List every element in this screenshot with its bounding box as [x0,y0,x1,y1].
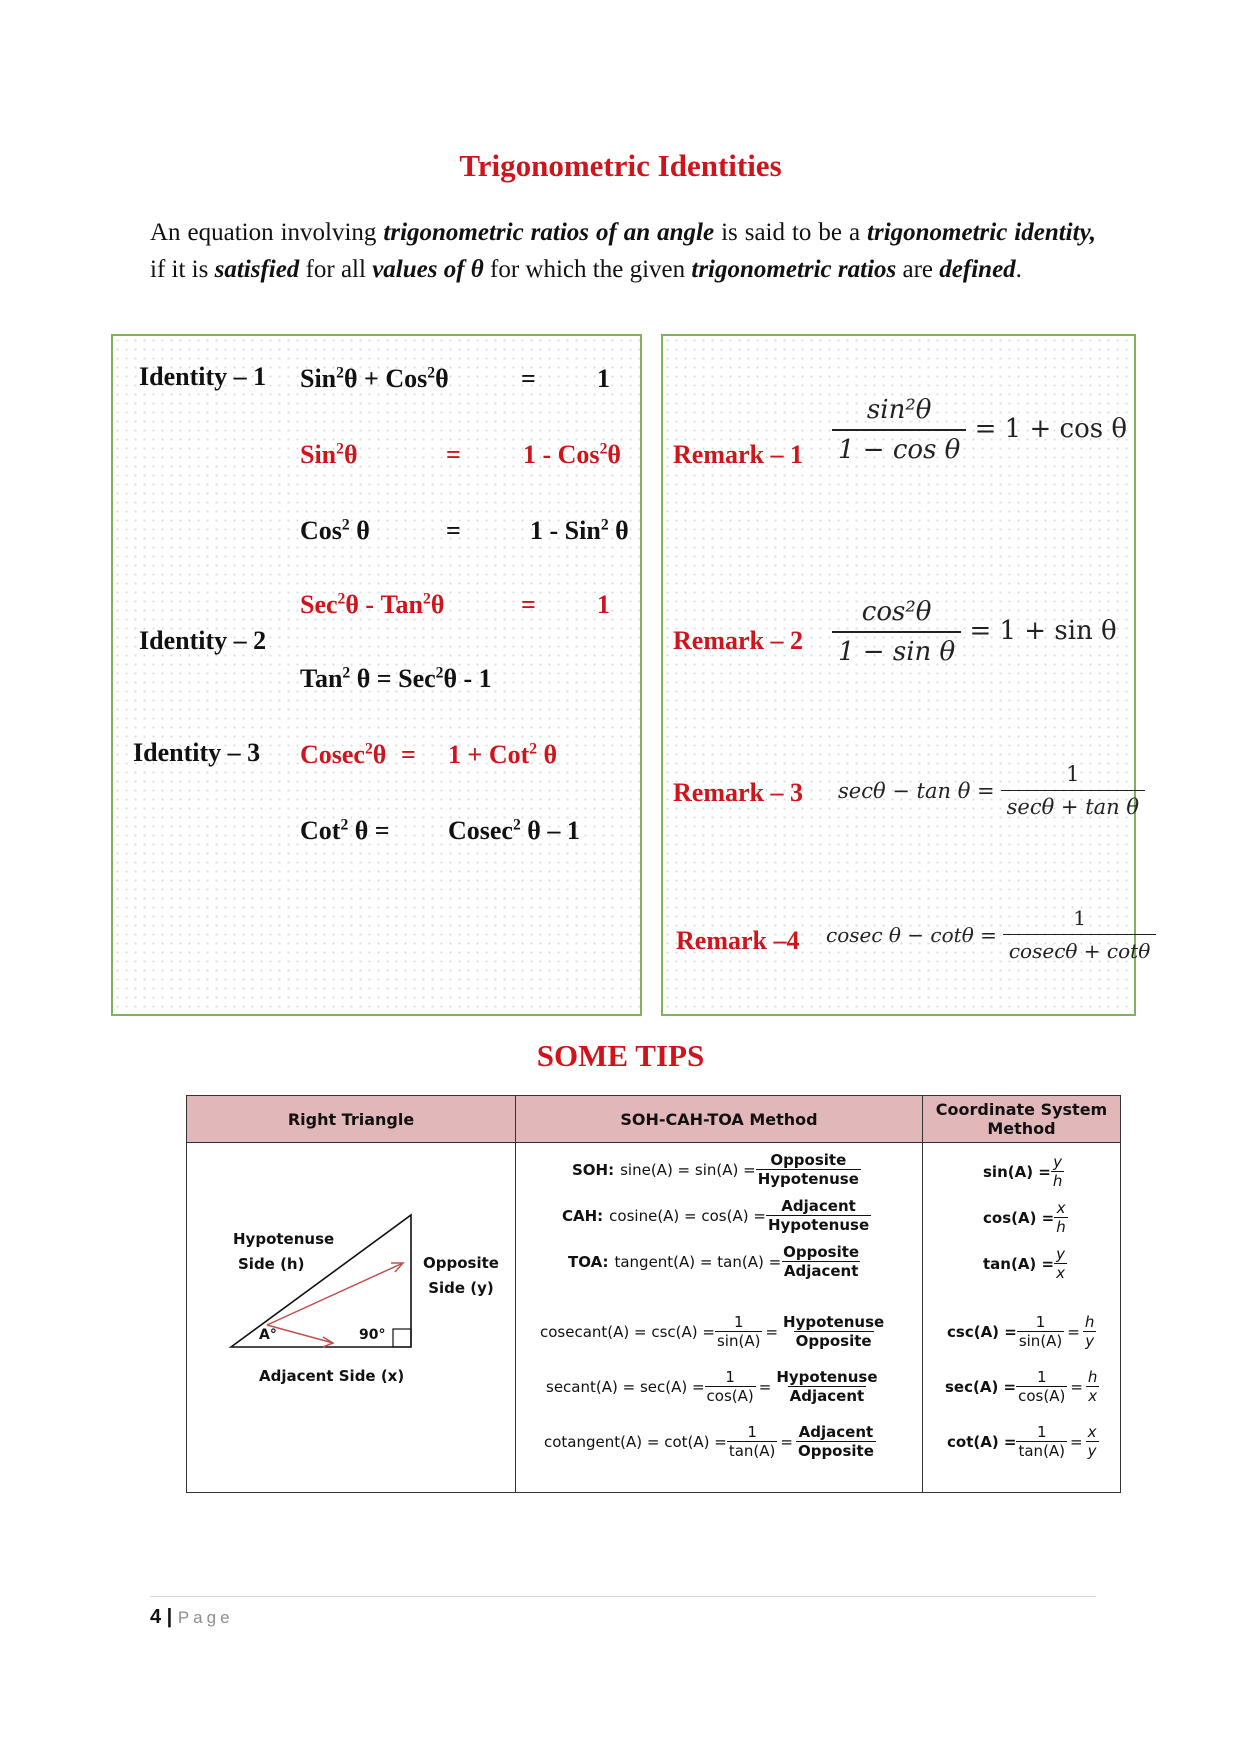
minus-text: - [358,590,381,619]
sec-text: Sec [300,590,338,619]
fraction-denominator: y [1087,1442,1097,1460]
coord-cos-lhs: cos(A) = [983,1208,1055,1227]
toa-lhs: tangent(A) = tan(A) = [614,1252,782,1271]
csc-lhs: cosecant(A) = csc(A) = [540,1322,715,1341]
fraction-denominator: Adjacent [783,1262,859,1280]
hypotenuse-line1: Hypotenuse [233,1230,335,1248]
coord-cos-fraction [1054,1199,1068,1236]
equals-sign: = [1067,1322,1080,1341]
coord-cot [947,1423,1099,1460]
intro-emph: defined [939,256,1016,283]
fraction-numerator: x [1087,1423,1097,1441]
fraction-numerator: cos²θ [861,597,932,627]
squared: 2 [423,590,431,608]
remark-1-fraction [832,395,966,465]
remark-4-lhs: cosec θ − cotθ = [826,922,997,947]
coord-sin [983,1153,1064,1190]
intro-text: if it is [150,256,215,283]
fraction-denominator: x [1056,1264,1065,1282]
fraction-denominator: secθ + tan θ [1001,790,1145,819]
fraction-denominator: tan(A) [1018,1442,1066,1460]
fraction-numerator: Hypotenuse [776,1368,878,1386]
squared: 2 [342,664,351,682]
equals-sign: = [446,440,461,469]
coord-sec [945,1368,1099,1405]
equals-sign: = [1070,1432,1083,1451]
tan-squared-formula [300,664,492,694]
fraction-numerator: 1 [1035,1313,1046,1331]
soh-fraction [756,1151,861,1188]
remark-1-formula [832,395,1127,465]
csc-fraction-2 [781,1313,886,1350]
theta-text: θ [345,590,359,619]
intro-text: An equation involving [150,219,384,246]
identity-3-formula [300,740,386,770]
plus-text: + [357,364,386,393]
sin-text: Sin [300,440,337,469]
fraction-numerator: 1 [1066,762,1080,786]
toa-formula [568,1243,861,1280]
intro-text: for which the given [483,256,692,283]
squared: 2 [435,664,444,682]
header-coordinate-line1: Coordinate System [935,1100,1108,1119]
fraction-denominator: sin(A) [716,1332,761,1350]
table-header-row [187,1096,1121,1143]
coord-sec-fraction-2 [1086,1368,1100,1405]
fraction-numerator: 1 [1036,1368,1047,1386]
remark-3-formula [838,762,1145,819]
equals-sign: = [758,1377,772,1396]
coord-sin-fraction [1051,1153,1065,1190]
equals-sign: = [446,516,461,545]
cosec-text: Cosec [300,740,365,769]
fraction-denominator: Hypotenuse [757,1170,859,1188]
remark-3-label: Remark – 3 [673,778,803,807]
fraction-numerator: 1 [1036,1423,1047,1441]
opposite-line2: Side (y) [428,1279,494,1297]
squared: 2 [337,590,346,608]
cosec-text: Cosec [448,816,513,845]
coord-csc-lhs: csc(A) = [947,1322,1017,1341]
equals-sign: = [1070,1377,1083,1396]
hypotenuse-label [233,1227,334,1277]
fraction-denominator: y [1085,1332,1095,1350]
soh-lhs: sine(A) = sin(A) = [620,1160,756,1179]
cah-lhs: cosine(A) = cos(A) = [609,1206,766,1225]
soh-label: SOH: [572,1160,615,1179]
fraction-denominator: h [1056,1218,1066,1236]
cot-squared-rhs [448,816,580,846]
fraction-denominator: cosecθ + cotθ [1003,934,1156,963]
coord-csc-fraction-1 [1017,1313,1064,1350]
fraction-denominator: Adjacent [789,1387,865,1405]
cos-squared-lhs [300,516,370,546]
intro-emph: trigonometric identity, [867,219,1096,246]
cos-text: Cos [385,364,428,393]
theta-text: θ [372,740,387,769]
cot-lhs: cotangent(A) = cot(A) = [544,1432,727,1451]
page-number: 4 [150,1606,162,1628]
remark-4-fraction [1003,906,1156,963]
fraction-numerator: h [1084,1313,1095,1331]
fraction-denominator: sin(A) [1018,1332,1063,1350]
fraction-numerator: sin²θ [866,395,932,425]
remark-2-rhs: = 1 + sin θ [969,616,1117,646]
equals-sign: = [780,1432,793,1451]
squared: 2 [599,440,608,458]
cot-fraction-1 [727,1423,778,1460]
fraction-numerator: Adjacent [798,1423,874,1441]
coord-csc-fraction-2 [1083,1313,1097,1350]
cah-fraction [766,1197,871,1234]
sin-text: Sin [300,364,337,393]
coord-cot-lhs: cot(A) = [947,1432,1017,1451]
right-triangle-cell [187,1143,516,1493]
theta-text: θ [435,364,449,393]
squared: 2 [600,516,609,534]
fraction-numerator: h [1087,1368,1098,1386]
header-right-triangle: Right Triangle [187,1096,516,1143]
coord-sin-lhs: sin(A) = [983,1162,1051,1181]
theta-text: θ [543,740,558,769]
intro-emph: satisfied [214,256,300,283]
coord-sec-fraction-1 [1016,1368,1067,1405]
adjacent-label: Adjacent Side (x) [259,1367,405,1385]
fraction-numerator: Opposite [770,1151,847,1169]
fraction-denominator: cos(A) [1018,1387,1066,1405]
remark-1-label: Remark – 1 [673,440,803,469]
sec-fraction-2 [774,1368,879,1405]
fraction-denominator: cos(A) [706,1387,754,1405]
cot-formula [544,1423,876,1460]
coord-cot-fraction-1 [1016,1423,1067,1460]
opposite-line1: Opposite [423,1254,499,1272]
cos-squared-rhs [530,516,629,546]
trig-tips-table [186,1095,1121,1493]
intro-emph: values of θ [372,256,484,283]
coord-tan [983,1245,1067,1282]
intro-text: is said to be a [714,219,868,246]
fraction-denominator: x [1088,1387,1098,1405]
squared: 2 [529,740,538,758]
header-coordinate [923,1096,1121,1143]
remark-1-rhs: = 1 + cos θ [974,414,1127,444]
identity-2-rhs: 1 [597,590,610,619]
sec-fraction-1 [705,1368,756,1405]
page-word: Page [177,1608,234,1627]
identity-2-formula [300,590,444,620]
theta-text: θ [607,440,621,469]
cos-text: Cos [300,516,342,545]
fraction-denominator: Opposite [797,1442,874,1460]
coord-cos [983,1199,1068,1236]
equals-sign: = [401,740,416,769]
coordinate-cell [923,1143,1121,1493]
cot-squared-lhs [300,816,390,846]
remark-4-formula [826,906,1156,963]
fraction-numerator: 1 [733,1313,744,1331]
coord-sec-lhs: sec(A) = [945,1377,1017,1396]
table-body-row [187,1143,1121,1493]
intro-text: for all [299,256,373,283]
header-soh-cah-toa: SOH-CAH-TOA Method [516,1096,923,1143]
fraction-numerator: Opposite [783,1243,860,1261]
remark-4-label: Remark –4 [676,926,800,955]
one-minus-sin: 1 - Sin [530,516,601,545]
fraction-numerator: Adjacent [781,1197,856,1215]
page-footer [150,1606,234,1629]
header-coordinate-line2: Method [987,1119,1056,1138]
one-plus-cot: 1 + Cot [448,740,530,769]
cot-eq: θ = [348,816,390,845]
identity-3-label: Identity – 3 [133,738,261,767]
remark-2-formula [832,597,1117,667]
sin-squared-lhs [300,440,358,470]
fraction-numerator: 1 [725,1368,735,1386]
fraction-numerator: y [1056,1245,1065,1263]
fraction-denominator: 1 − cos θ [832,429,966,465]
remark-3-fraction [1001,762,1145,819]
squared: 2 [512,816,521,834]
csc-fraction-1 [715,1313,762,1350]
tan-text: Tan [380,590,424,619]
one-minus-cos: 1 - Cos [523,440,600,469]
coord-tan-fraction [1054,1245,1067,1282]
sin-squared-rhs [523,440,621,470]
fraction-denominator: Opposite [795,1332,872,1350]
tips-title: SOME TIPS [536,1038,705,1073]
intro-text: are [896,256,940,283]
squared: 2 [336,440,344,458]
intro-paragraph [150,214,1096,288]
toa-label: TOA: [568,1252,609,1271]
squared: 2 [341,516,350,534]
theta-text: θ [615,516,629,545]
theta-text: θ [343,364,358,393]
sec-lhs: secant(A) = sec(A) = [546,1377,705,1396]
remark-3-lhs: secθ − tan θ = [838,778,995,803]
fraction-denominator: Hypotenuse [767,1216,870,1234]
fraction-numerator: 1 [747,1423,757,1441]
toa-fraction [781,1243,861,1280]
fraction-numerator: x [1056,1199,1066,1217]
footer-divider [150,1596,1096,1597]
remark-2-fraction [832,597,961,667]
identity-1-rhs: 1 [597,364,610,393]
tan-eq-sec: θ = Sec [350,664,436,693]
opposite-label [423,1251,499,1301]
right-triangle-diagram [187,1143,511,1492]
fraction-denominator: tan(A) [728,1442,776,1460]
fraction-numerator: y [1053,1153,1063,1171]
csc-formula [540,1313,886,1350]
theta-text: θ [343,440,358,469]
soh-cah-toa-cell [516,1143,923,1493]
equals-sign: = [765,1322,779,1341]
cosec-minus-one: θ – 1 [520,816,580,845]
theta-text: θ [356,516,370,545]
footer-separator: | [161,1606,178,1628]
tail-text: θ - 1 [443,664,492,693]
equals-sign: = [521,364,536,393]
tan-text: Tan [300,664,343,693]
squared: 2 [427,364,436,382]
identity-3-rhs [448,740,557,770]
intro-text: . [1015,256,1022,283]
sec-formula [546,1368,880,1405]
fraction-denominator: 1 − sin θ [832,631,961,667]
remark-2-label: Remark – 2 [673,626,803,655]
soh-formula [572,1151,861,1188]
hypotenuse-line2: Side (h) [238,1255,305,1273]
fraction-numerator: 1 [1073,906,1086,930]
coord-cot-fraction-2 [1086,1423,1099,1460]
cah-formula [562,1197,871,1234]
theta-text: θ [430,590,445,619]
page-title: Trigonometric Identities [459,148,782,183]
cot-text: Cot [300,816,341,845]
squared: 2 [340,816,349,834]
cah-label: CAH: [562,1206,604,1225]
identity-1-label: Identity – 1 [139,362,267,391]
squared: 2 [336,364,344,382]
coord-csc [947,1313,1096,1350]
fraction-numerator: Hypotenuse [783,1313,885,1331]
fraction-denominator: h [1052,1172,1063,1190]
intro-emph: trigonometric ratios of an angle [383,219,715,246]
right-angle-label: 90° [359,1327,386,1343]
identity-1-formula [300,364,449,394]
identity-2-label: Identity – 2 [139,626,267,655]
intro-emph: trigonometric ratios [691,256,897,283]
angle-label: A° [259,1327,277,1343]
squared: 2 [364,740,373,758]
cot-fraction-2 [796,1423,876,1460]
equals-sign: = [521,590,536,619]
coord-tan-lhs: tan(A) = [983,1254,1055,1273]
